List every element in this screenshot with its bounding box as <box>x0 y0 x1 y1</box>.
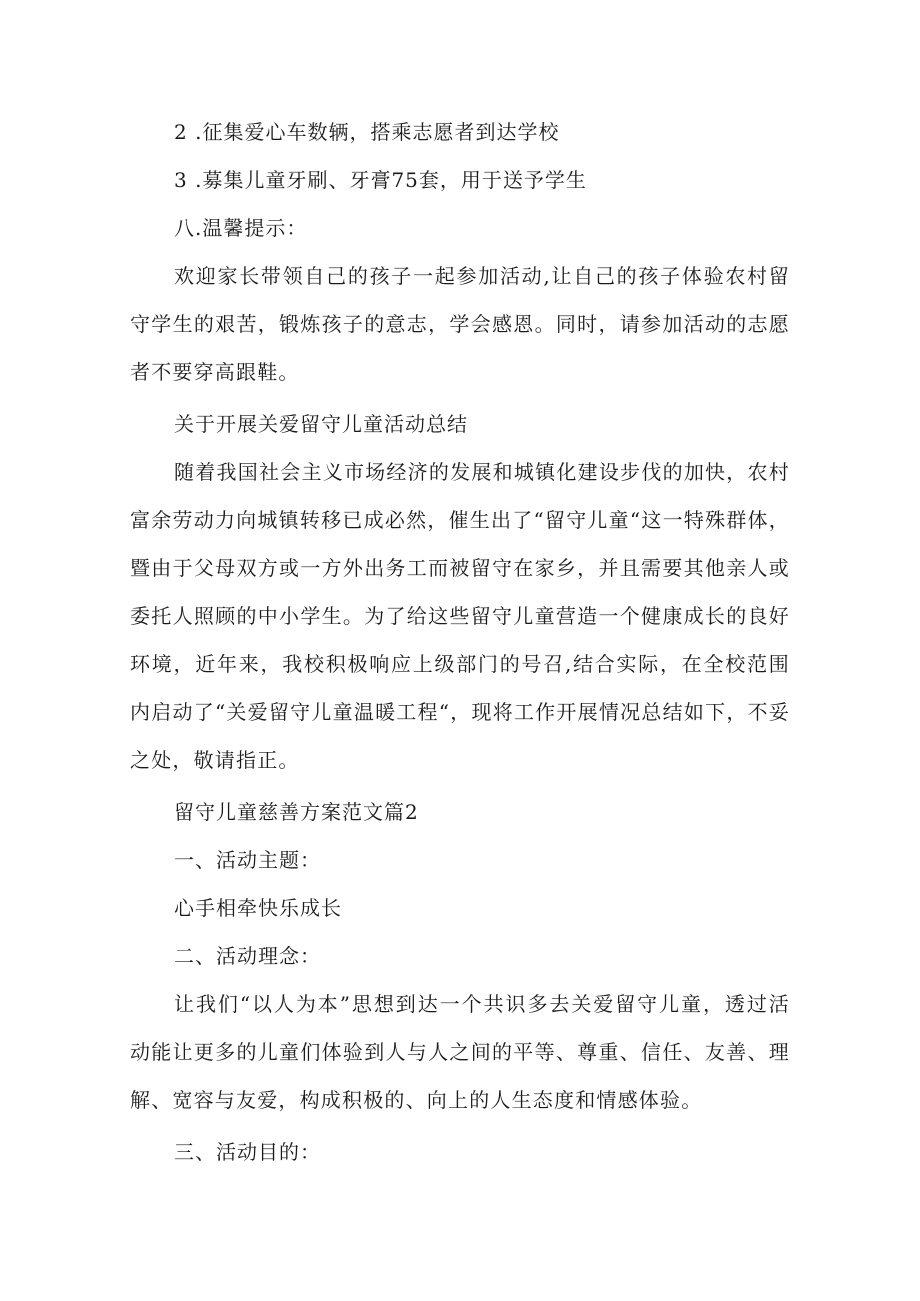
section-heading-tips: 八.温馨提示： <box>174 216 308 240</box>
theme-text: 心手相牵快乐成长 <box>174 896 342 920</box>
list-item-2: 2 .征集爱心车数辆，搭乘志愿者到达学校 <box>174 120 560 144</box>
section-heading-purpose: 三、活动目的： <box>174 1140 321 1164</box>
section-heading-theme: 一、活动主题： <box>174 848 321 872</box>
summary-title: 关于开展关爱留守儿童活动总结 <box>174 412 468 436</box>
concept-paragraph: 让我们“以人为本”思想到达一个共识多去关爱留守儿童，透过活动能让更多的儿童们体验到人与人之间的平等、尊重、信任、友善、理解、宽容与友爱，构成积极的、向上的人生态度和情感体验。 <box>130 992 790 1112</box>
plan2-title: 留守儿童慈善方案范文篇2 <box>174 800 419 824</box>
list-item-3: 3 .募集儿童牙刷、牙膏75套，用于送予学生 <box>174 168 587 192</box>
document-page <box>130 108 790 1176</box>
section-heading-concept: 二、活动理念： <box>174 944 321 968</box>
tips-paragraph: 欢迎家长带领自己的孩子一起参加活动,让自己的孩子体验农村留守学生的艰苦，锻炼孩子的意志，学会感恩。同时，请参加活动的志愿者不要穿高跟鞋。 <box>130 264 790 384</box>
summary-paragraph: 随着我国社会主义市场经济的发展和城镇化建设步伐的加快，农村富余劳动力向城镇转移已成必然，催生出了“留守儿童“这一特殊群体，暨由于父母双方或一方外出务工而被留守在家乡，并且需要其他亲人或委托人照顾的中小学生。为了给这些留守儿童营造一个健康成长的良好环境，近年来，我校积极响应上级部门的号召,结合实际，在全校范围内启动了“关爱留守儿童温暖工程“，现将工作开展情况总结如下，不妥之处，敬请指正。 <box>130 460 790 772</box>
